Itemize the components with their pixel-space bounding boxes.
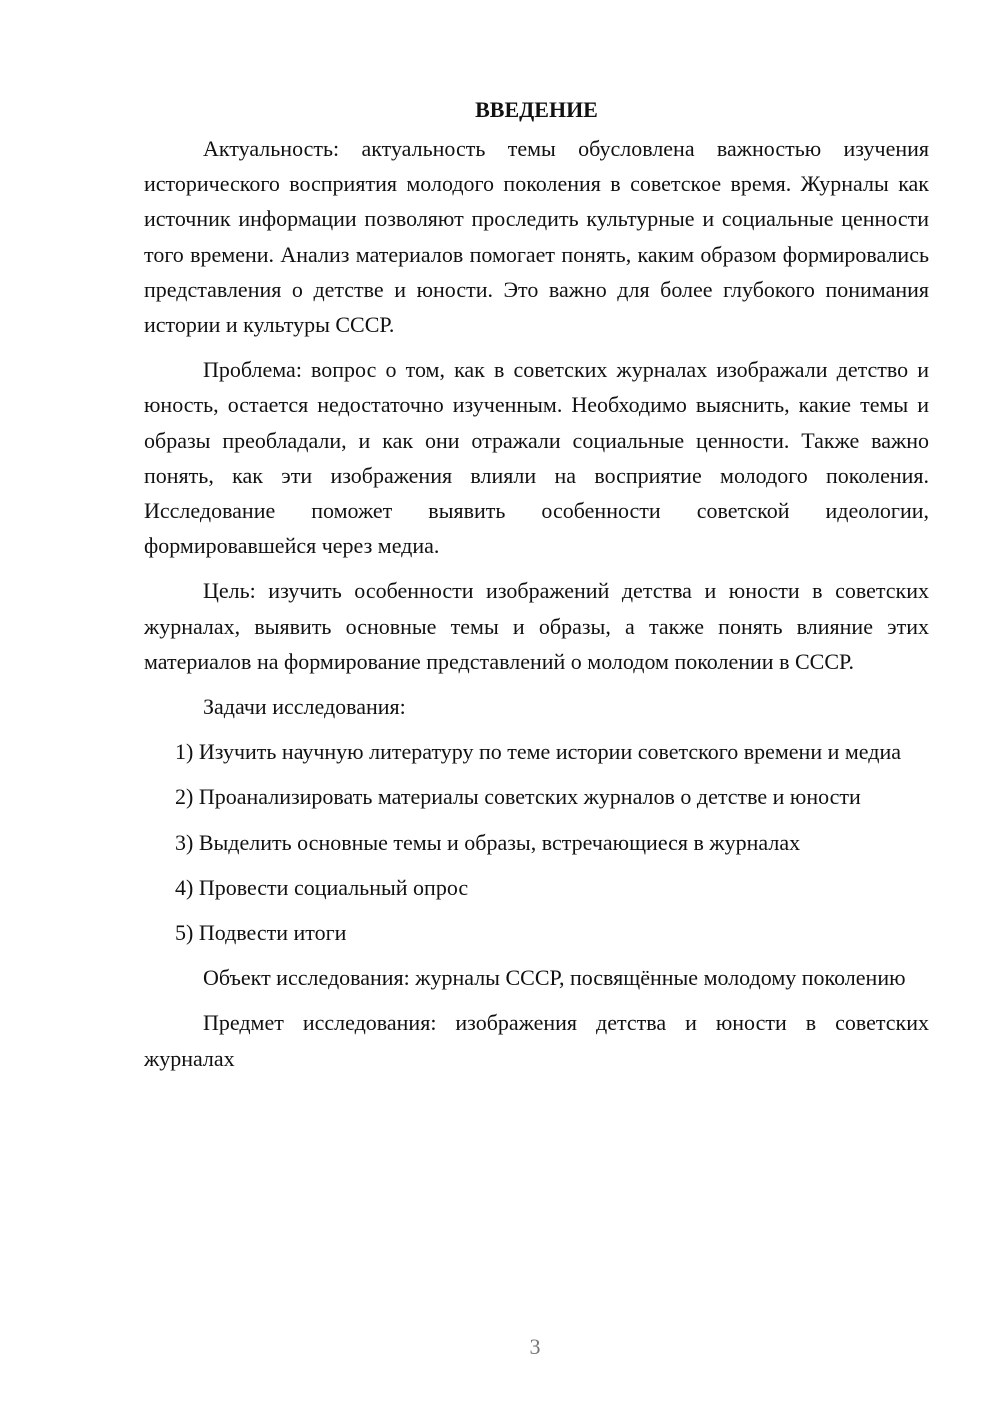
task-item: 3) Выделить основные темы и образы, встречающиеся в журналах [175, 829, 801, 855]
research-subject-paragraph: Предмет исследования: изображения детства и юности в советских журналах [144, 1010, 929, 1071]
problem-paragraph: Проблема: вопрос о том, как в советских журналах изображали детство и юность, остается недостаточно изученным. Необходимо выяснить, какие темы и образы преобладали, и как они отражали социальные ценности. Также важно понять, как эти изображения влияли на восприятие молодого поколения. Исследование поможет выявить особенности советской идеологии, формировавшейся через медиа. [144, 357, 929, 559]
task-item: 4) Провести социальный опрос [175, 874, 469, 900]
section-heading: ВВЕДЕНИЕ [475, 97, 598, 122]
page-content [144, 92, 929, 1086]
task-item: 5) Подвести итоги [175, 920, 347, 946]
research-object-paragraph: Объект исследования: журналы СССР, посвящённые молодому поколению [203, 965, 906, 991]
goal-paragraph: Цель: изучить особенности изображений детства и юности в советских журналах, выявить основные темы и образы, а также понять влияние этих материалов на формирование представлений о молодом поколении в СССР. [144, 578, 929, 674]
task-item: 1) Изучить научную литературу по теме истории советского времени и медиа [175, 739, 901, 765]
relevance-paragraph: Актуальность: актуальность темы обусловлена важностью изучения исторического восприятия молодого поколения в советское время. Журналы как источник информации позволяют проследить культурные и социальные ценности того времени. Анализ материалов помогает понять, каким образом формировались представления о детстве и юности. Это важно для более глубокого понимания истории и культуры СССР. [144, 136, 929, 338]
page-number: 3 [529, 1334, 541, 1359]
task-item: 2) Проанализировать материалы советских журналов о детстве и юности [175, 784, 861, 810]
tasks-heading: Задачи исследования: [203, 694, 406, 720]
